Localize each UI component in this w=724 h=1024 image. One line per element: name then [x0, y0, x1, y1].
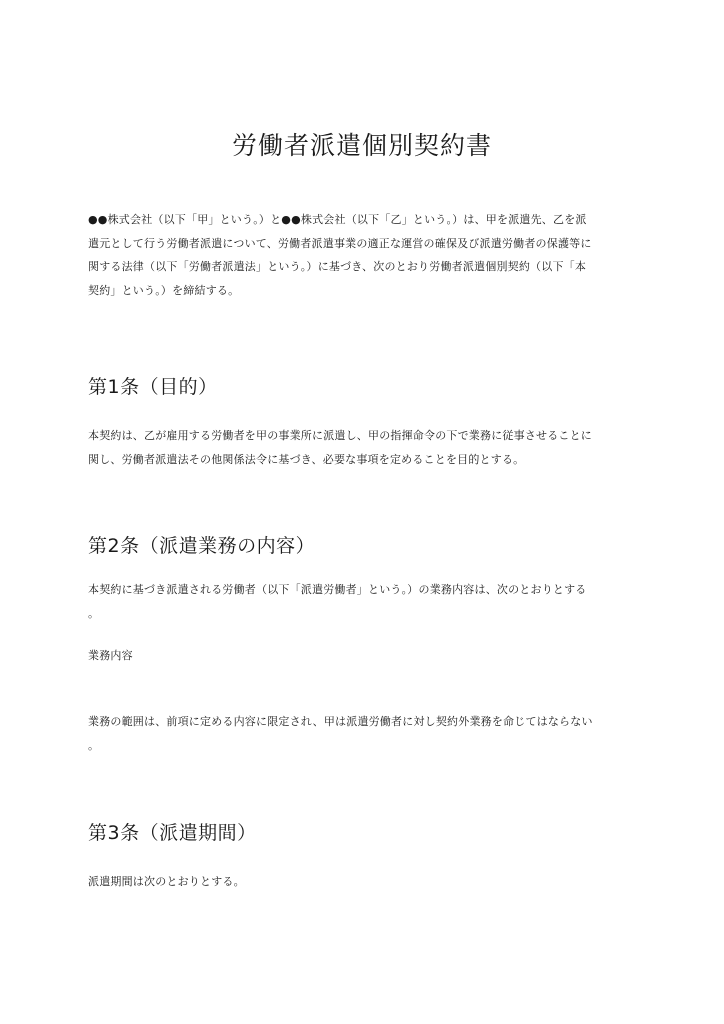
text-line: 業務内容 [88, 649, 133, 662]
article-3-paragraph [88, 870, 644, 894]
text-line: 本契約に基づき派遣される労働者（以下「派遣労働者」という。）の業務内容は、次のとおりとする [88, 583, 587, 596]
article-2-heading: 第2条（派遣業務の内容） [88, 535, 316, 557]
document-title: 労働者派遣個別契約書 [231, 131, 492, 160]
text-line: 関する法律（以下「労働者派遣法」という。）に基づき、次のとおり労働者派遣個別契約（以下「本 [88, 260, 587, 273]
text-line: 関し、労働者派遣法その他関係法令に基づき、必要な事項を定めることを目的とする。 [88, 452, 525, 466]
article-2-paragraph-2 [88, 644, 644, 668]
article-1-paragraph [88, 424, 644, 471]
article-2-paragraph-1 [88, 578, 644, 625]
preamble-paragraph [88, 208, 644, 302]
text-line: 遣元として行う労働者派遣について、労働者派遣事業の適正な運営の確保及び派遣労働者の保護等に [88, 236, 592, 250]
text-line: 本契約は、乙が雇用する労働者を甲の事業所に派遣し、甲の指揮命令の下で業務に従事させることに [88, 429, 592, 442]
text-line: 契約」という。）を締結する。 [88, 283, 240, 297]
text-line: 業務の範囲は、前項に定める内容に限定され、甲は派遣労働者に対し契約外業務を命じてはならない [88, 715, 593, 728]
article-3-heading: 第3条（派遣期間） [88, 822, 257, 844]
article-1-heading: 第1条（目的） [88, 376, 218, 398]
text-line: 。 [88, 738, 100, 752]
text-line: ●●株式会社（以下「甲」という。）と●●株式会社（以下「乙」という。）は、甲を派遣先、乙を派 [88, 213, 587, 226]
text-line: 派遣期間は次のとおりとする。 [88, 875, 245, 888]
text-line: 。 [88, 606, 100, 620]
article-2-paragraph-3 [88, 710, 644, 757]
